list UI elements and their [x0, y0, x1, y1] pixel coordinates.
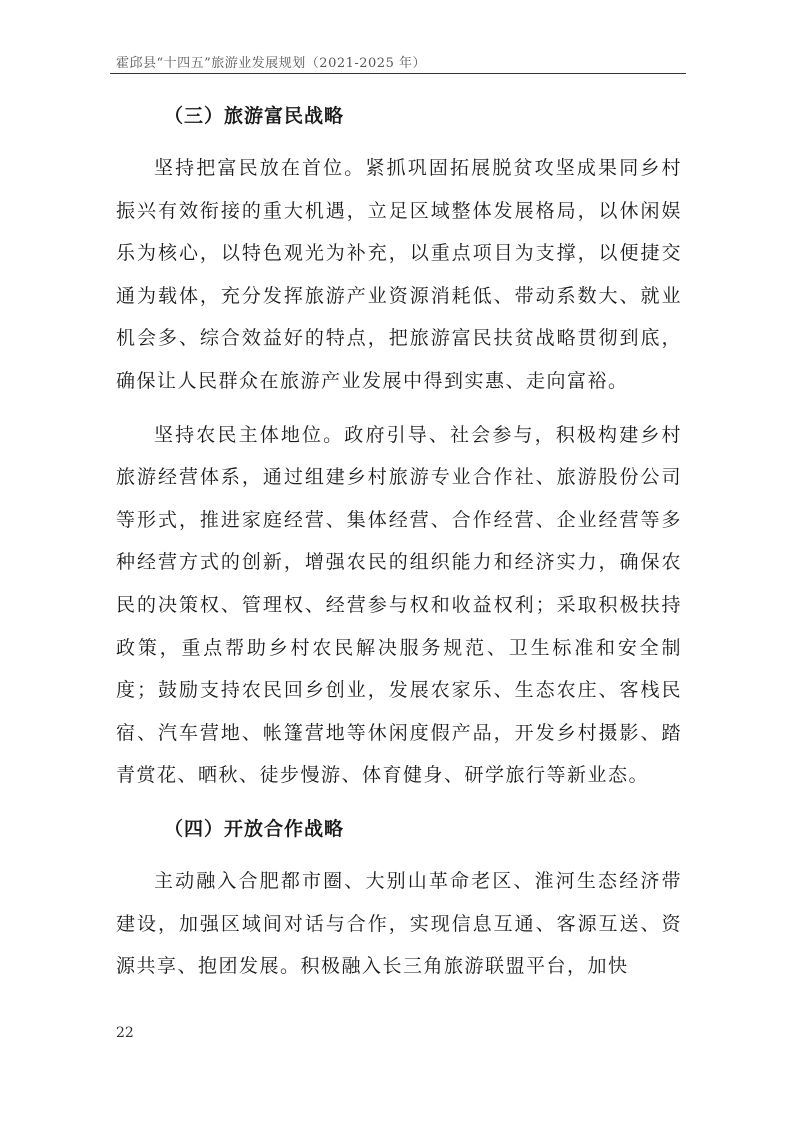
section-heading-tourism-enrich-people: （三）旅游富民战略 — [164, 105, 345, 127]
section-heading-open-cooperation: （四）开放合作战略 — [164, 817, 345, 840]
paragraph-farmer-subject-status: 坚持农民主体地位。政府引导、社会参与，积极构建乡村旅游经营体系，通过组建乡村旅游专业合作社、旅游股份公司等形式，推进家庭经营、集体经营、合作经营、企业经营等多种经营方式的创新，增强农民的组织能力和经济实力，确保农民的决策权、管理权、经营参与权和收益权利；采取积极扶持政策，重点帮助乡村农民解决服务规范、卫生标准和安全制度；鼓励支持农民回乡创业，发展农家乐、生态农庄、客栈民宿、汽车营地、帐篷营地等休闲度假产品，开发乡村摄影、踏青赏花、晒秋、徒步慢游、体育健身、研学旅行等新业态。 — [116, 423, 682, 787]
page-number: 22 — [116, 1025, 134, 1041]
header-divider — [110, 73, 686, 74]
running-header: 霍邱县“十四五”旅游业发展规划（2021-2025 年） — [116, 56, 426, 71]
paragraph-regional-integration: 主动融入合肥都市圈、大别山革命老区、淮河生态经济带建设，加强区域间对话与合作，实现信息互通、客源互送、资源共享、抱团发展。积极融入长三角旅游联盟平台，加快 — [116, 869, 682, 978]
paragraph-enrich-people-priority: 坚持把富民放在首位。紧抓巩固拓展脱贫攻坚成果同乡村振兴有效衔接的重大机遇，立足区域整体发展格局，以休闲娱乐为核心，以特色观光为补充，以重点项目为支撑，以便捷交通为载体，充分发挥旅游产业资源消耗低、带动系数大、就业机会多、综合效益好的特点，把旅游富民扶贫战略贯彻到底，确保让人民群众在旅游产业发展中得到实惠、走向富裕。 — [116, 157, 682, 392]
document-body — [116, 95, 682, 999]
